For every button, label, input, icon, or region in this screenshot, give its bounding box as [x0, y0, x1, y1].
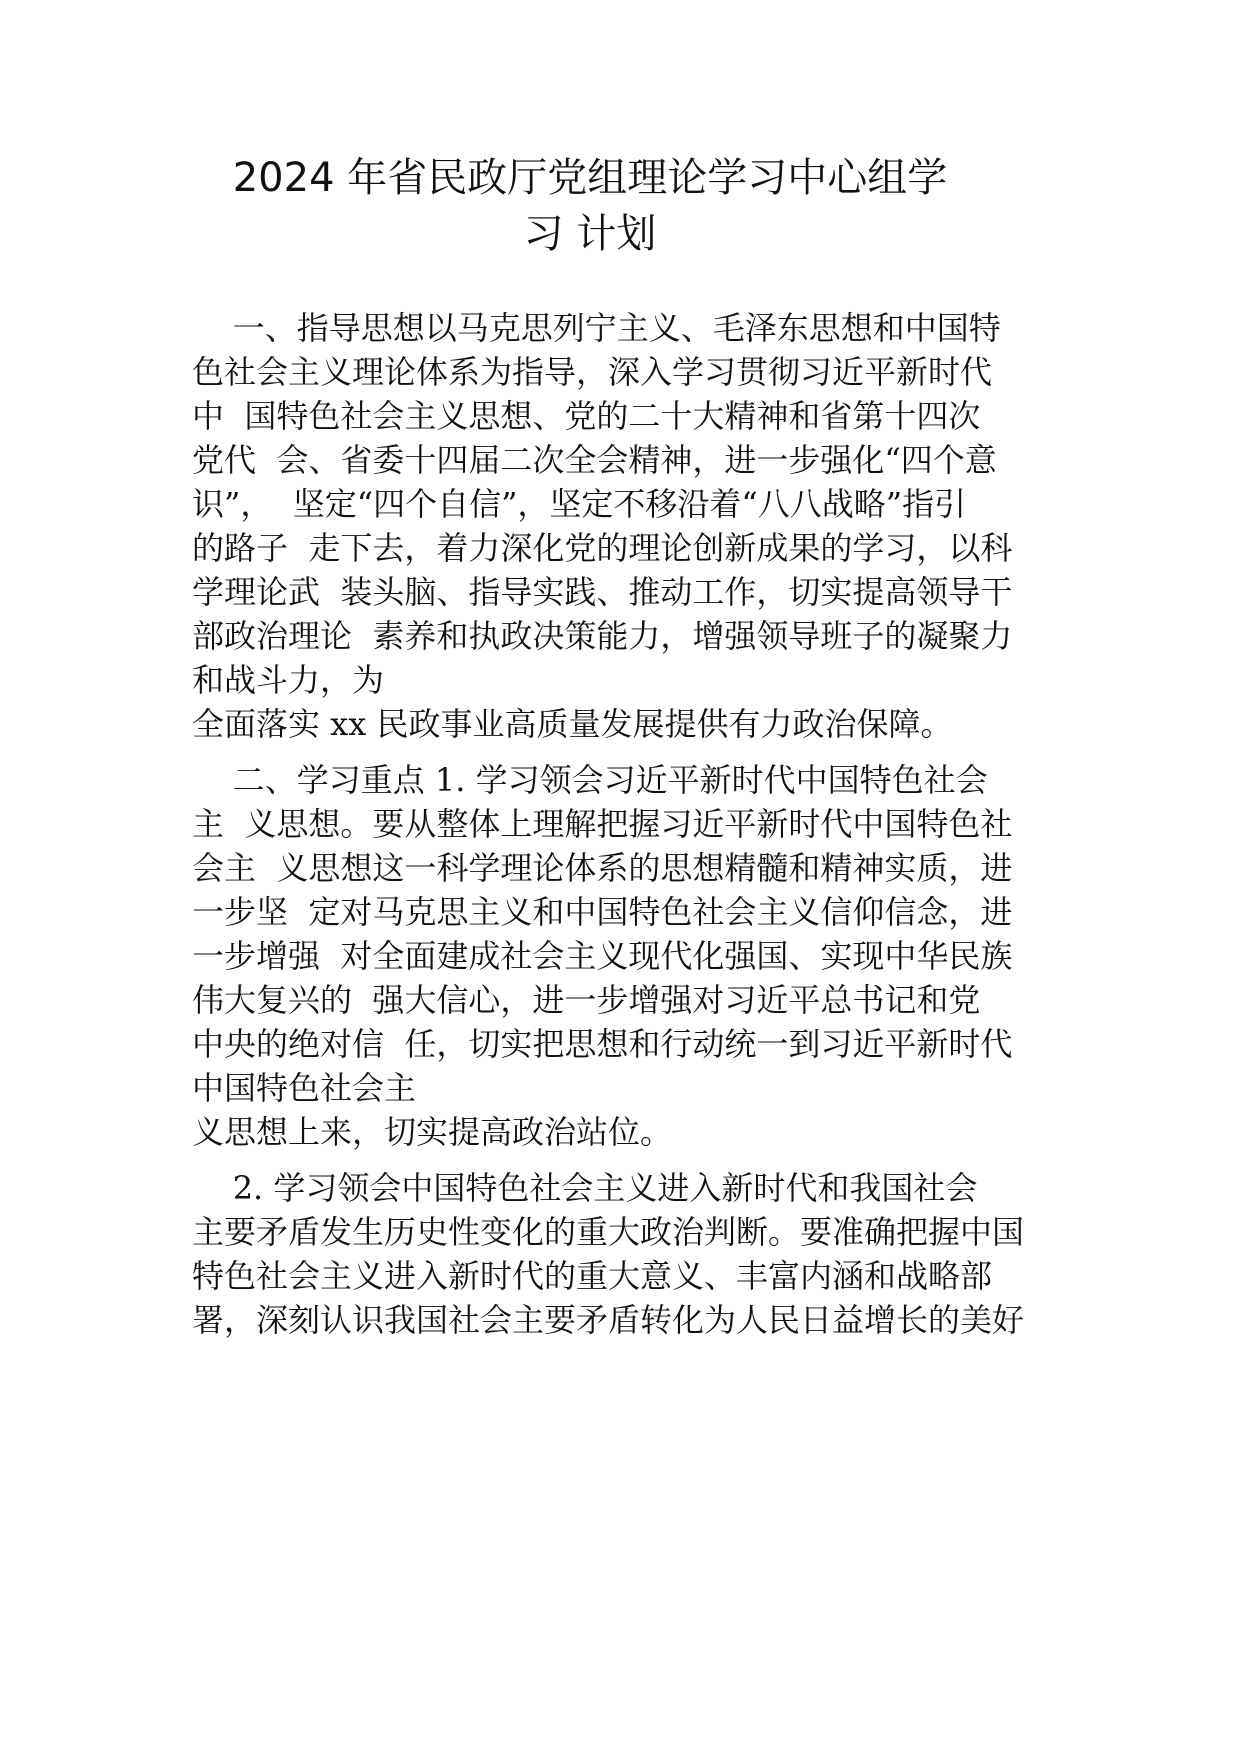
body-line: 党代 会、省委十四届二次全会精神，进一步强化“四个意 — [192, 441, 997, 479]
body-line: 色社会主义理论体系为指导，深入学习贯彻习近平新时代 — [192, 353, 993, 391]
body-line: 中 国特色社会主义思想、党的二十大精神和省第十四次 — [192, 397, 981, 435]
title-line: 习 计划 — [523, 211, 657, 257]
body-line: 中央的绝对信 任，切实把思想和行动统一到习近平新时代 — [192, 1025, 1013, 1063]
body-line: 2. 学习领会中国特色社会主义进入新时代和我国社会 — [192, 1169, 978, 1207]
body-line: 和战斗力，为 — [192, 661, 385, 699]
body-line: 会主 义思想这一科学理论体系的思想精髓和精神实质，进 — [192, 849, 1013, 887]
body-line: 署，深刻认识我国社会主要矛盾转化为人民日益增长的美好 — [192, 1301, 1025, 1339]
body-line: 特色社会主义进入新时代的重大意义、丰富内涵和战略部 — [192, 1257, 993, 1295]
body-line: 中国特色社会主 — [192, 1069, 417, 1107]
title-line: 2024 年省民政厅党组理论学习中心组学 — [232, 155, 948, 201]
body-line: 一、指导思想以马克思列宁主义、毛泽东思想和中国特 — [192, 309, 1001, 347]
body-line: 识”， 坚定“四个自信”，坚定不移沿着“八八战略”指引 — [192, 485, 967, 523]
body-line: 全面落实 xx 民政事业高质量发展提供有力政治保障。 — [192, 705, 953, 743]
body-line: 伟大复兴的 强大信心，进一步增强对习近平总书记和党 — [192, 981, 981, 1019]
body-line: 二、学习重点 1. 学习领会习近平新时代中国特色社会 — [192, 761, 988, 799]
body-line: 主要矛盾发生历史性变化的重大政治判断。要准确把握中国 — [192, 1213, 1025, 1251]
body-line: 义思想上来，切实提高政治站位。 — [192, 1113, 673, 1151]
body-line: 主 义思想。要从整体上理解把握习近平新时代中国特色社 — [192, 805, 1013, 843]
body-line: 的路子 走下去，着力深化党的理论创新成果的学习，以科 — [192, 529, 1013, 567]
body-line: 学理论武 装头脑、指导实践、推动工作，切实提高领导干 — [192, 573, 1013, 611]
document-title — [150, 150, 1030, 262]
body-line: 部政治理论 素养和执政决策能力，增强领导班子的凝聚力 — [192, 617, 1013, 655]
body-line: 一步坚 定对马克思主义和中国特色社会主义信仰信念，进 — [192, 893, 1013, 931]
body-line: 一步增强 对全面建成社会主义现代化强国、实现中华民族 — [192, 937, 1013, 975]
